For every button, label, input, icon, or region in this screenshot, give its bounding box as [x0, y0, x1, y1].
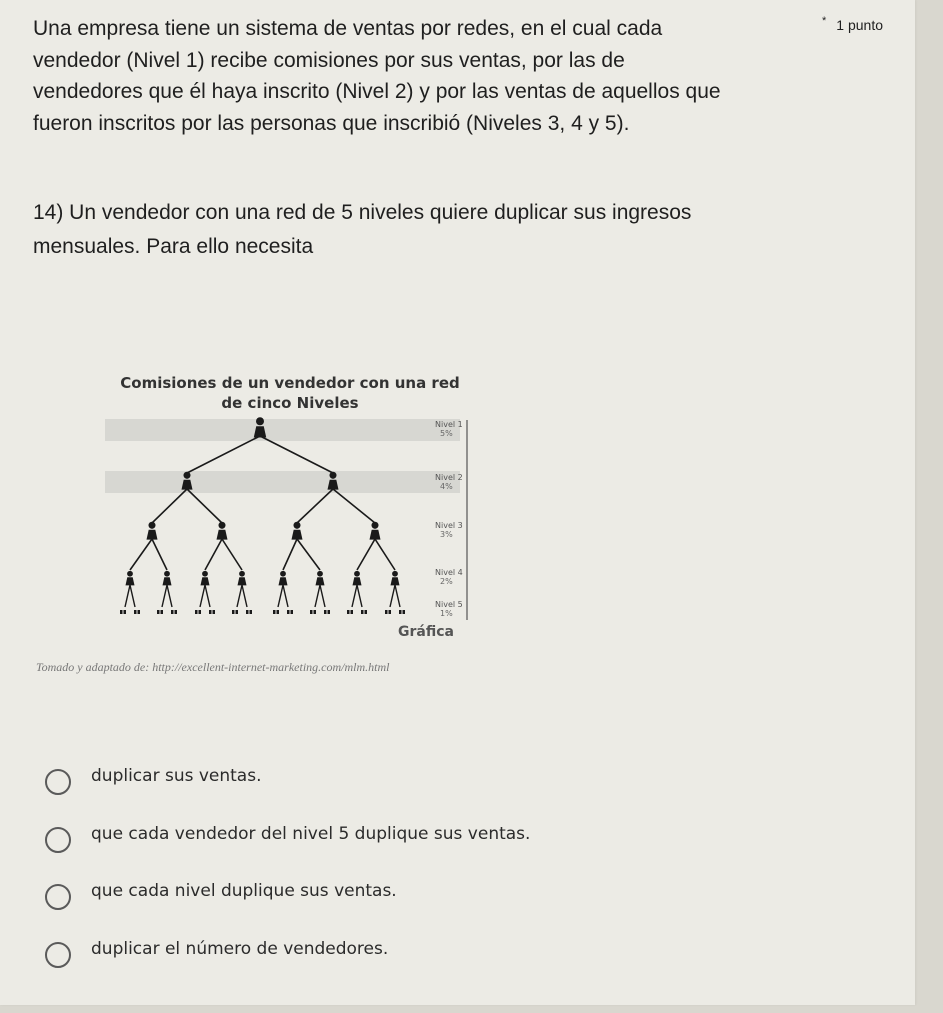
network-edge — [187, 436, 260, 473]
radio-button[interactable] — [45, 884, 71, 910]
network-edge — [187, 489, 222, 523]
network-edge — [237, 585, 242, 607]
network-edge — [200, 585, 205, 607]
level-band — [105, 419, 460, 441]
answer-option[interactable] — [45, 810, 885, 868]
figure-source: Tomado y adaptado de: http://excellent-internet-marketing.com/mlm.html — [36, 660, 390, 674]
intro-line: fueron inscritos por las personas que inscribió (Niveles 3, 4 y 5). — [33, 111, 630, 135]
radio-button[interactable] — [45, 769, 71, 795]
seller-node — [238, 571, 247, 586]
level-percentage: 1% — [440, 609, 453, 618]
level-percentage: 4% — [440, 482, 453, 491]
network-edge — [205, 585, 210, 607]
network-edge — [167, 585, 172, 607]
network-edge — [315, 585, 320, 607]
network-edge — [125, 585, 130, 607]
prompt-line: 14) Un vendedor con una red de 5 niveles quiere duplicar sus ingresos — [33, 201, 692, 224]
network-edge — [283, 585, 288, 607]
seller-node — [361, 610, 367, 614]
question-intro — [33, 13, 813, 139]
network-edge — [152, 539, 167, 570]
seller-node — [134, 610, 140, 614]
points-label: 1 punto — [836, 17, 883, 33]
seller-node — [399, 610, 405, 614]
network-edge — [222, 539, 242, 570]
points-indicator — [822, 17, 883, 33]
seller-node — [292, 522, 303, 540]
option-label[interactable]: duplicar sus ventas. — [91, 766, 262, 786]
answer-option[interactable] — [45, 752, 885, 810]
figure-title-line: Comisiones de un vendedor con una red — [120, 374, 460, 392]
network-edge — [162, 585, 167, 607]
seller-node — [209, 610, 215, 614]
seller-node — [310, 610, 316, 614]
level-band — [105, 471, 460, 493]
seller-node — [391, 571, 400, 586]
level-label: Nivel 5 — [435, 600, 463, 609]
intro-line: Una empresa tiene un sistema de ventas por redes, en el cual cada — [33, 17, 663, 40]
network-edge — [357, 539, 375, 570]
level-label: Nivel 4 — [435, 568, 463, 577]
radio-button[interactable] — [45, 827, 71, 853]
seller-node — [126, 571, 135, 586]
seller-node — [279, 571, 288, 586]
network-edge — [242, 585, 247, 607]
network-edge — [152, 489, 187, 523]
network-edge — [297, 489, 333, 523]
seller-node — [217, 522, 228, 540]
network-edge — [130, 539, 152, 570]
seller-node — [147, 522, 158, 540]
network-edge — [395, 585, 400, 607]
network-edge — [375, 539, 395, 570]
network-figure — [105, 370, 480, 655]
answer-option[interactable] — [45, 867, 885, 925]
seller-node — [353, 571, 362, 586]
seller-node — [287, 610, 293, 614]
option-label[interactable]: que cada nivel duplique sus ventas. — [91, 881, 397, 901]
seller-node — [370, 522, 381, 540]
intro-line: vendedor (Nivel 1) recibe comisiones por sus ventas, por las de — [33, 48, 625, 72]
seller-node — [120, 610, 126, 614]
required-mark: * — [822, 15, 827, 27]
network-edge — [297, 539, 320, 570]
figure-caption: Gráfica — [398, 624, 454, 640]
seller-node — [157, 610, 163, 614]
network-edge — [320, 585, 325, 607]
level-label: Nivel 2 — [435, 473, 463, 482]
option-label[interactable]: que cada vendedor del nivel 5 duplique sus ventas. — [91, 823, 531, 844]
seller-node — [324, 610, 330, 614]
radio-button[interactable] — [45, 942, 71, 968]
seller-node — [316, 571, 325, 586]
network-edge — [260, 436, 333, 473]
level-label: Nivel 1 — [435, 420, 463, 429]
network-edge — [130, 585, 135, 607]
option-label[interactable]: duplicar el número de vendedores. — [91, 938, 389, 959]
seller-node — [163, 571, 172, 586]
figure-title — [105, 373, 475, 413]
seller-node — [347, 610, 353, 614]
network-edge — [278, 585, 283, 607]
answer-option[interactable] — [45, 925, 885, 983]
level-percentage: 2% — [440, 577, 453, 586]
seller-node — [195, 610, 201, 614]
seller-node — [273, 610, 279, 614]
level-percentage: 3% — [440, 530, 453, 539]
seller-node — [385, 610, 391, 614]
seller-node — [246, 610, 252, 614]
network-edge — [283, 539, 297, 570]
answer-options — [45, 752, 885, 982]
intro-line: vendedores que él haya inscrito (Nivel 2) y por las ventas de aquellos que — [33, 80, 721, 103]
network-edge — [390, 585, 395, 607]
network-edge — [352, 585, 357, 607]
level-label: Nivel 3 — [435, 521, 463, 530]
seller-node — [232, 610, 238, 614]
level-percentage: 5% — [440, 429, 453, 438]
question-prompt — [33, 196, 813, 264]
network-edge — [205, 539, 222, 570]
network-edge — [333, 489, 375, 523]
seller-node — [171, 610, 177, 614]
network-tree-diagram — [105, 415, 480, 630]
prompt-line: mensuales. Para ello necesita — [33, 235, 314, 258]
figure-title-line: de cinco Niveles — [221, 394, 359, 412]
network-edge — [357, 585, 362, 607]
seller-node — [201, 571, 210, 586]
